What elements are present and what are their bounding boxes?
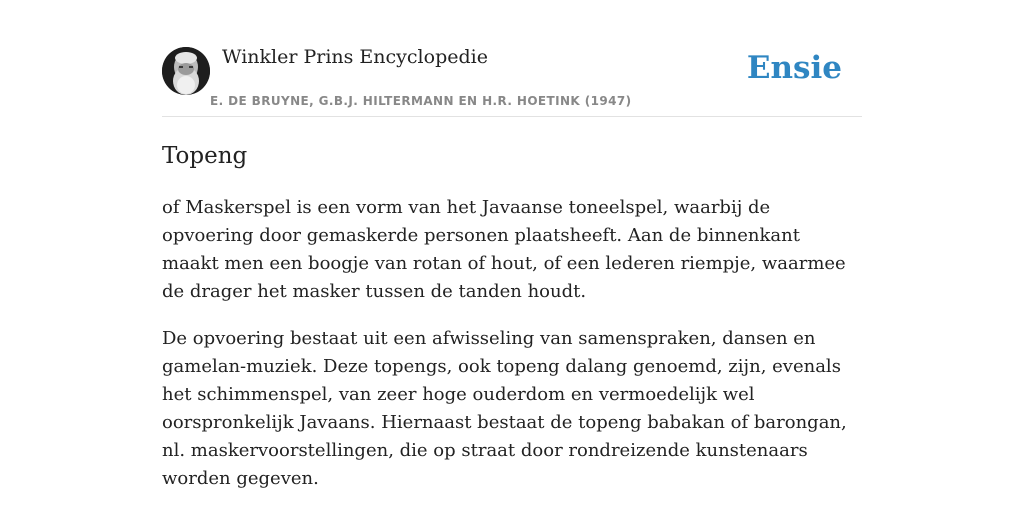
entry-paragraph: De opvoering bestaat uit een afwisseling van samenspraken, dansen en gamelan-muziek. Deze topengs, ook topeng dalang genoemd, zijn, evenals het schimmenspel, van zeer hoge ouderdom en vermoedelijk wel oorspronkelijk Javaans. Hiernaast bestaat de topeng babakan of barongan, nl. maskervoorstellingen, die op straat door rondreizende kunstenaars worden gegeven. (162, 328, 847, 489)
entry-title: Topeng (162, 143, 248, 169)
source-title[interactable]: Winkler Prins Encyclopedie (222, 46, 488, 68)
entry-paragraph: of Maskerspel is een vorm van het Javaanse toneelspel, waarbij de opvoering door gemaskerde personen plaatsheeft. Aan de binnenkant maakt men een boogje van rotan of hout, of een lederen riempje, waarmee de drager het masker tussen de tanden houdt. (162, 197, 846, 302)
author-portrait-icon[interactable] (162, 47, 210, 95)
author-portrait-image (162, 47, 210, 95)
page (162, 0, 862, 512)
source-authors: E. DE BRUYNE, G.B.J. HILTERMANN EN H.R. HOETINK (1947) (210, 94, 632, 108)
source-header (162, 0, 862, 117)
entry-body (162, 194, 862, 493)
ensie-logo[interactable]: Ensie (746, 50, 842, 86)
